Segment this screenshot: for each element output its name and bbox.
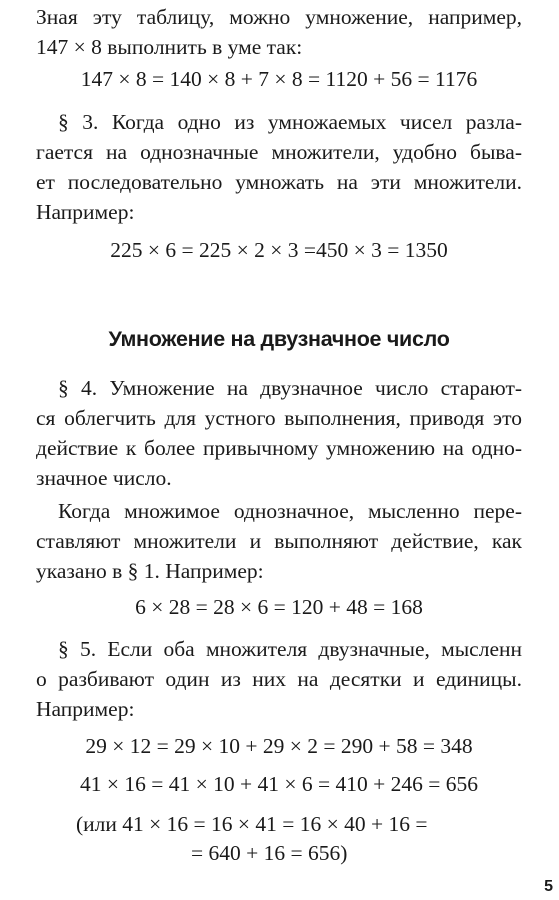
paragraph-4b-line-3: указано в § 1. Например:: [36, 559, 264, 583]
paragraph-3-line-1: § 3. Когда одно из умножаемых чисел разла-: [58, 110, 522, 134]
section-heading: Умножение на двузначное число: [108, 327, 450, 351]
page-number: 5: [544, 878, 553, 895]
paragraph-3-line-3: ет последовательно умножать на эти множители.: [36, 170, 522, 194]
paragraph-4b-line-2: ставляют множители и выполняют действие, как: [36, 529, 522, 553]
paragraph-5-line-2: о разбивают один из них на десятки и единицы.: [36, 667, 522, 691]
formula-6x28: 6 × 28 = 28 × 6 = 120 + 48 = 168: [135, 595, 423, 619]
paragraph-4-line-2: ся облегчить для устного выполнения, приводя это: [36, 406, 522, 430]
formula-147x8: 147 × 8 = 140 × 8 + 7 × 8 = 1120 + 56 = 1176: [80, 67, 478, 91]
paragraph-intro-line-2: 147 × 8 выполнить в уме так:: [36, 35, 303, 59]
formula-41x16-alt-line-2: = 640 + 16 = 656): [191, 841, 348, 865]
paragraph-4b-line-1: Когда множимое однозначное, мысленно пере-: [58, 499, 522, 523]
paragraph-3-line-4: Например:: [36, 200, 135, 224]
paragraph-5-line-3: Например:: [36, 697, 135, 721]
paragraph-4-line-1: § 4. Умножение на двузначное число старают-: [58, 376, 522, 400]
paragraph-5-line-1: § 5. Если оба множителя двузначные, мысленн: [58, 637, 522, 661]
paragraph-4-line-4: значное число.: [36, 466, 172, 490]
paragraph-3-line-2: гается на однозначные множители, удобно быва-: [36, 140, 522, 164]
formula-41x16-alt-line-1: (или 41 × 16 = 16 × 41 = 16 × 40 + 16 =: [76, 812, 428, 836]
formula-225x6: 225 × 6 = 225 × 2 × 3 =450 × 3 = 1350: [110, 238, 448, 262]
paragraph-4-line-3: действие к более привычному умножению на одно-: [36, 436, 522, 460]
paragraph-intro-line-1: Зная эту таблицу, можно умножение, например,: [36, 5, 522, 29]
formula-29x12: 29 × 12 = 29 × 10 + 29 × 2 = 290 + 58 = 348: [85, 734, 473, 758]
formula-41x16: 41 × 16 = 41 × 10 + 41 × 6 = 410 + 246 = 656: [79, 772, 478, 796]
